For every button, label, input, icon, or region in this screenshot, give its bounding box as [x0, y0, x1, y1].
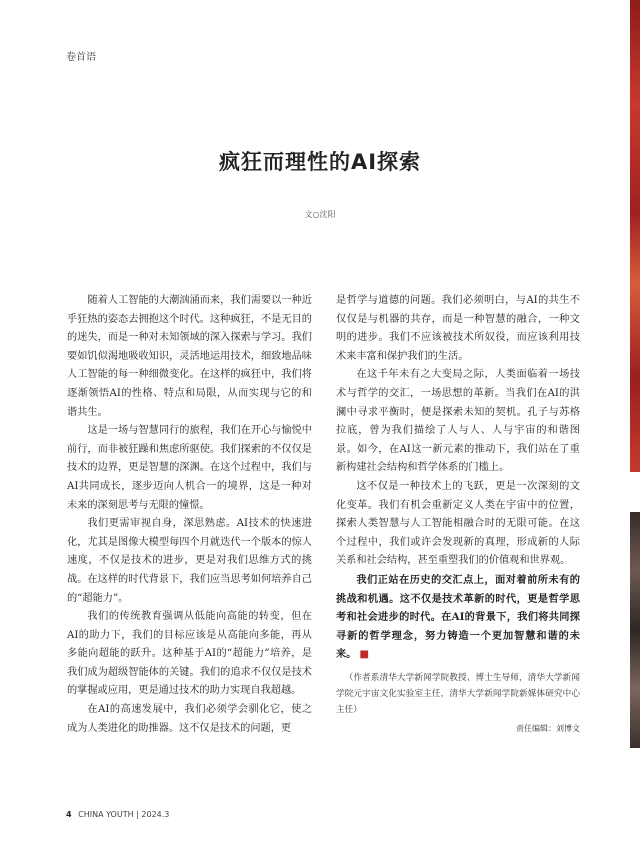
paragraph: 随着人工智能的大潮汹涌而来，我们需要以一种近乎狂热的姿态去拥抱这个时代。这种疯狂，不是无目的的迷失，而是一种对未知领域的深入探索与学习。我们要如饥似渴地吸收知识，灵活地运用技术，细致地品味人工智能的每一种细微变化。在这样的疯狂中，我们将逐渐领悟AI的性格、特点和局限，从而实现与它的和谐共生。: [67, 295, 312, 418]
article-byline: 文○沈阳: [304, 210, 336, 219]
end-mark-icon: ■: [359, 648, 370, 661]
section-label: 卷首语: [66, 52, 96, 63]
left-column: [67, 292, 312, 738]
author-note: （作者系清华大学新闻学院教授、博士生导师，清华大学新闻学院元宇宙文化实验室主任，清华大学新闻学院新媒体研究中心主任）: [336, 672, 580, 715]
page-number: 4: [66, 810, 72, 819]
adjacent-page-image-edge: [630, 0, 640, 472]
adjacent-page-photo-edge: [630, 512, 640, 748]
editor-credit: 责任编辑：刘博文: [516, 723, 580, 733]
paragraph: 我们更需审视自身，深思熟虑。AI技术的快速进化，尤其是图像大模型每四个月就迭代一个版本的惊人速度，不仅是技术的进步，更是对我们思维方式的挑战。在这样的时代背景下，我们应当思考如何培养自己的“超能力”。: [67, 518, 312, 604]
paragraph: 这不仅是一种技术上的飞跃，更是一次深刻的文化变革。我们有机会重新定义人类在宇宙中的位置，探索人类智慧与人工智能相融合时的无限可能。在这个过程中，我们或许会发现新的真理，形成新的人际关系和社会结构，甚至重塑我们的价值观和世界观。: [336, 480, 580, 567]
paragraph: 在AI的高速发展中，我们必须学会驯化它，使之成为人类进化的助推器。这不仅是技术的问题，更: [67, 704, 312, 734]
closing-paragraph: [336, 571, 580, 664]
page-footer: [66, 810, 169, 819]
closing-text: 我们正站在历史的交汇点上，面对着前所未有的挑战和机遇。这不仅是技术革新的时代，更是哲学思考和社会进步的时代。在AI的背景下，我们将共同探寻新的哲学理念，努力铸造一个更加智慧和谐的未来。: [336, 573, 580, 661]
paragraph: 这是一场与智慧同行的旅程，我们在开心与愉悦中前行，而非被狂躁和焦虑所驱使。我们探索的不仅仅是技术的边界，更是智慧的深渊。在这个过程中，我们与AI共同成长，逐步迈向人机合一的境界，这是一种对未来的深刻思考与无限的憧憬。: [67, 425, 312, 511]
paragraph-continued: 是哲学与道德的问题。我们必须明白，与AI的共生不仅仅是与机器的共存，而是一种智慧的融合，一种文明的进步。我们不应该被技术所奴役，而应该利用技术来丰富和保护我们的生活。: [336, 295, 580, 362]
publication-name: CHINA YOUTH: [78, 810, 134, 819]
right-column: [336, 292, 580, 738]
paragraph: 我们的传统教育强调从低能向高能的转变，但在AI的助力下，我们的目标应该是从高能向多能，再从多能向超能的跃升。这种基于AI的“超能力”培养，是我们成为超级智能体的关键。我们的追求不仅仅是技术的掌握或应用，更是通过技术的助力实现自我超越。: [67, 611, 312, 697]
issue-date: 2024.3: [141, 810, 170, 819]
footer-separator: |: [136, 810, 139, 819]
article-title: 疯狂而理性的AI探索: [218, 150, 422, 174]
paragraph: 在这千年未有之大变局之际，人类面临着一场技术与哲学的交汇，一场思想的革新。当我们在AI的洪澜中寻求平衡时，便是探索未知的契机。孔子与苏格拉底，曾为我们描绘了人与人、人与宇宙的和谐图景。如今，在AI这一新元素的推动下，我们站在了重新构建社会结构和哲学体系的门槛上。: [336, 369, 580, 474]
